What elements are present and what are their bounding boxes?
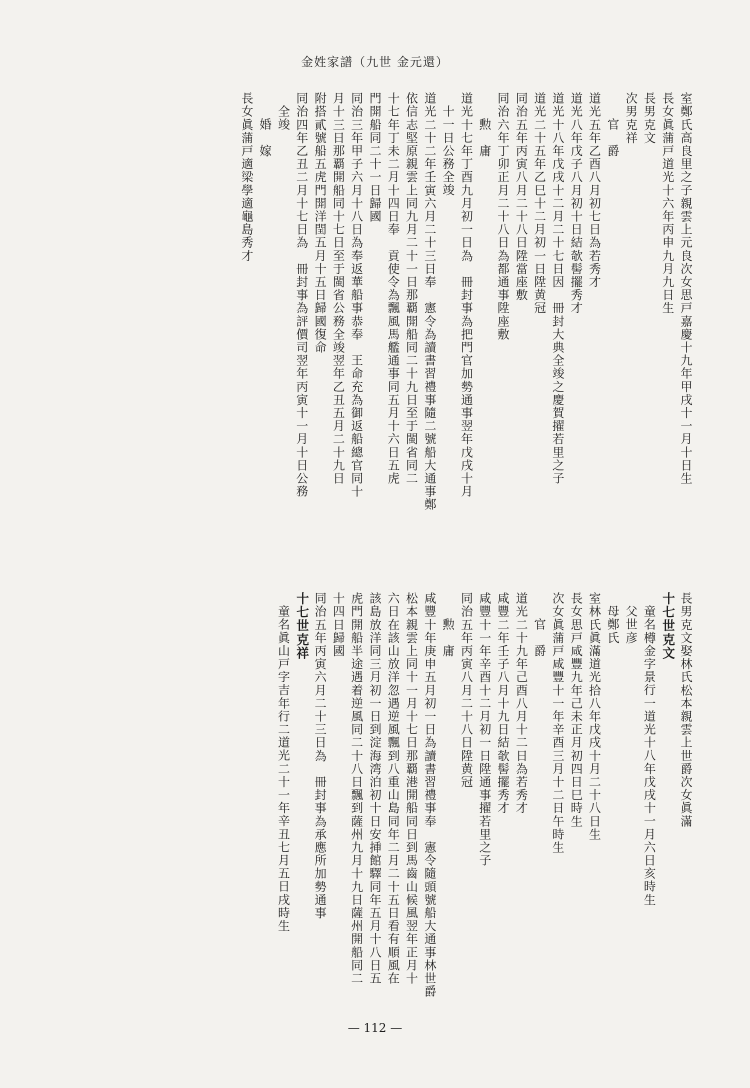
text-column: 長女眞蒲戸適梁學適龜島秀才 (239, 92, 254, 263)
text-column: 同治三年甲子六月十八日為奉返華船事恭奉 王命充為御返船總官同十 (349, 92, 364, 499)
text-column: 官 爵 (532, 618, 547, 658)
upper-text-block (238, 92, 695, 572)
text-column: 婚 嫁 (258, 118, 273, 158)
text-column: 十四日歸國 (331, 592, 346, 658)
text-column: 松本親雲上同十一月十七日那覇港開船同日到馬齒山候風翌年正月十 (404, 592, 419, 985)
text-column: 道光十八年戊戌十二月二十七日因 冊封大典全竣之慶賀擢若里之子 (550, 92, 565, 485)
generation-heading: 十七世克文 (660, 592, 676, 660)
text-column: 母鄭氏 (605, 605, 620, 645)
text-column: 依信志堅原親雲上同九月二十一日那覇開船同二十九日至于閩省同二 (404, 92, 419, 485)
text-column: 長女思戸咸豐九年己未正月初四日巳時生 (569, 592, 584, 828)
text-column: 道光十七年丁酉九月初一日為 冊封事為把門官加勢通事翌年戊戌十月 (459, 92, 474, 499)
text-column: 室林氏眞滿道光拾八年戊戌十月二十八日生 (587, 592, 602, 841)
text-column: 長男克文 (642, 92, 657, 145)
text-column: 同治四年乙丑二月十七日為 冊封事為評價司翌年丙寅十一月十日公務 (294, 92, 309, 499)
text-column: 道光二十五年乙巳十二月初一日陞黄冠 (532, 92, 547, 315)
lower-text-block (274, 592, 695, 999)
text-column: 咸豐二年壬子八月十九日結欹髻擺秀才 (496, 592, 511, 815)
text-column: 月十三日那覇開船同十七日至于閩省公務全竣翌年乙丑五月二十九日 (331, 92, 346, 485)
text-column: 道光五年乙酉八月初七日為若秀才 (587, 92, 602, 289)
text-column: 道光二十二年壬寅六月二十三日奉 憲令為讀書習禮事隨二號船大通事鄭 (422, 92, 437, 512)
text-column: 附搭貳號船五虎門開洋閏五月十五日歸國復命 (313, 92, 328, 354)
text-column: 室鄭氏高良里之子親雲上元良次女思戸嘉慶十九年甲戌十一月十日生 (679, 92, 693, 485)
text-column: 同治五年丙寅六月二十三日為 冊封事為承應所加勢通事 (313, 592, 328, 920)
text-column: 父世彦 (624, 605, 639, 645)
text-column: 該島放洋同三月初一日到淀海湾泊初十日安挿館驛同年五月十八日五 (367, 592, 382, 985)
text-column: 同治五年丙寅八月二十八日陞當座敷 (514, 92, 529, 302)
text-column: 童名眞山戸字吉年行二道光二十一年辛丑七月五日戌時生 (276, 605, 291, 933)
text-column: 六日在該山放洋忽遇逆風飄到八重山島同年二月二十五日看有順風在 (386, 592, 401, 985)
text-column: 次女眞蒲戸咸豐十一年辛酉三月十二日午時生 (550, 592, 565, 854)
text-column: 長女眞蒲戸道光十六年丙申九月九日生 (660, 92, 675, 315)
text-column: 官 爵 (605, 118, 620, 158)
text-column: 同治五年丙寅八月二十八日陞黄冠 (459, 592, 474, 789)
text-column: 道光二十九年己酉八月十二日為若秀才 (514, 592, 529, 815)
text-column: 咸豐十一年辛酉十二月初一日陞通事擢若里之子 (477, 592, 492, 868)
text-column: 咸豐十年庚申五月初一日為讀書習禮事奉 憲令隨頭號船大通事林世爵 (422, 592, 437, 999)
text-column: 次男克祥 (624, 92, 639, 145)
page-header-title: 金姓家譜（九世 金元還） (301, 55, 449, 69)
page-number: — 112 — (347, 1021, 403, 1035)
text-column: 童名樽金字景行一道光十八年戊戌十一月六日亥時生 (642, 605, 657, 907)
generation-heading: 十七世克祥 (294, 592, 310, 660)
text-column: 道光八年戊子八月初十日結欹髻擺秀才 (569, 92, 584, 315)
text-column: 門開船同二十一日歸國 (367, 92, 382, 223)
text-column: 虎門開船半途遇着逆風同二十八日飄到薩州九月十九日薩州開船同二 (349, 592, 364, 985)
text-column: 十七年丁未二月十四日奉 貢使令為飄風馬艦通事同五月十六日五虎 (386, 92, 401, 485)
text-column: 十一日公務全竣 (441, 105, 456, 197)
text-column: 長男克文娶林氏松本親雲上世爵次女眞滿 (679, 592, 693, 828)
text-column: 同治六年丁卯正月二十八日為都通事陞座敷 (496, 92, 511, 341)
text-column: 勲 庸 (441, 618, 456, 658)
text-column: 勲 庸 (477, 118, 492, 158)
text-column: 全竣 (276, 105, 291, 132)
